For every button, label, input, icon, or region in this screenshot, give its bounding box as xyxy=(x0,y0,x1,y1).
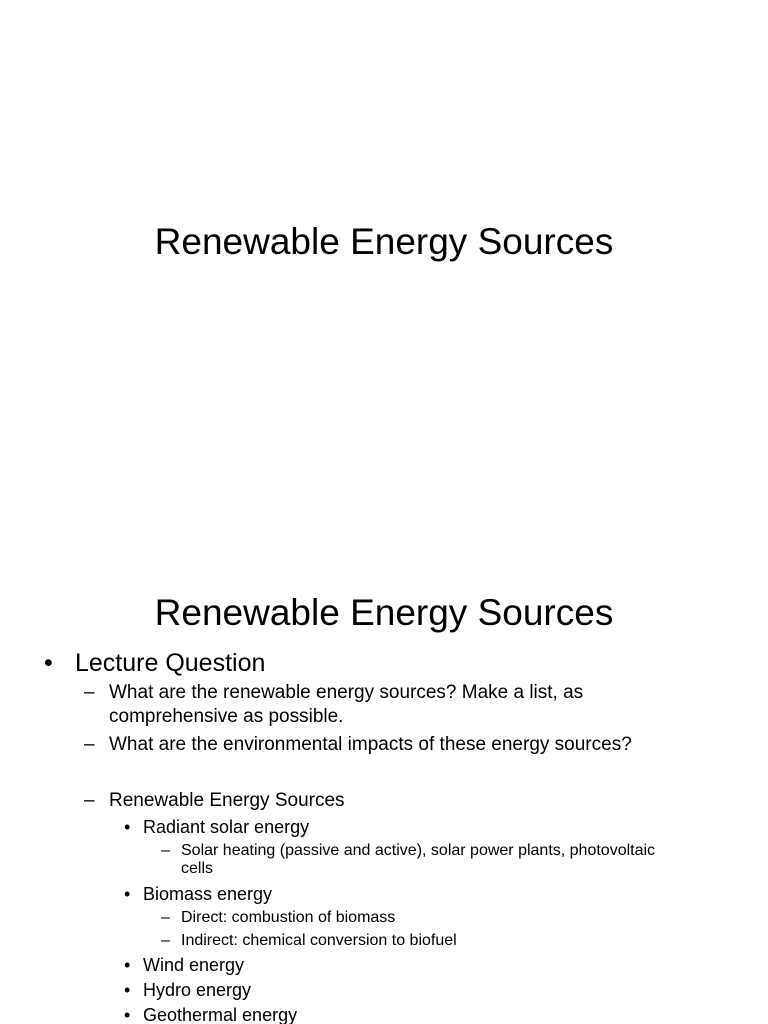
bullet-dot: • xyxy=(124,884,131,904)
question-2-text: What are the environmental impacts of these energy sources? xyxy=(109,734,632,755)
radiant-sub-line-1: Solar heating (passive and active), solar power plants, photovoltaic xyxy=(181,842,656,859)
source-wind-label: Wind energy xyxy=(143,955,245,975)
lecture-question-label: Lecture Question xyxy=(75,649,266,677)
slide-2-title: Renewable Energy Sources xyxy=(154,592,614,633)
bullet-dot: • xyxy=(124,980,131,1000)
question-1-line-1: What are the renewable energy sources? Make a list, as xyxy=(109,682,584,703)
bullet-dot: • xyxy=(124,1005,131,1024)
bullet-dash: – xyxy=(84,790,95,811)
sources-heading: Renewable Energy Sources xyxy=(109,790,345,811)
bullet-dot: • xyxy=(124,955,131,975)
source-radiant-label: Radiant solar energy xyxy=(143,817,310,837)
bullet-dash: – xyxy=(84,734,95,755)
radiant-sub-line-2: cells xyxy=(181,860,214,877)
biomass-sub-indirect: Indirect: chemical conversion to biofuel xyxy=(181,932,457,949)
bullet-dash: – xyxy=(161,932,170,949)
question-1-line-2: comprehensive as possible. xyxy=(109,706,344,727)
bullet-dash: – xyxy=(161,842,170,859)
slide-1-title: Renewable Energy Sources xyxy=(154,221,614,262)
bullet-dot: • xyxy=(44,649,53,677)
source-geothermal-label: Geothermal energy xyxy=(143,1005,298,1024)
biomass-sub-direct: Direct: combustion of biomass xyxy=(181,909,396,926)
source-hydro-label: Hydro energy xyxy=(143,980,252,1000)
bullet-dot: • xyxy=(124,817,131,837)
bullet-dash: – xyxy=(84,682,95,703)
source-biomass-label: Biomass energy xyxy=(143,884,273,904)
bullet-dash: – xyxy=(161,909,170,926)
